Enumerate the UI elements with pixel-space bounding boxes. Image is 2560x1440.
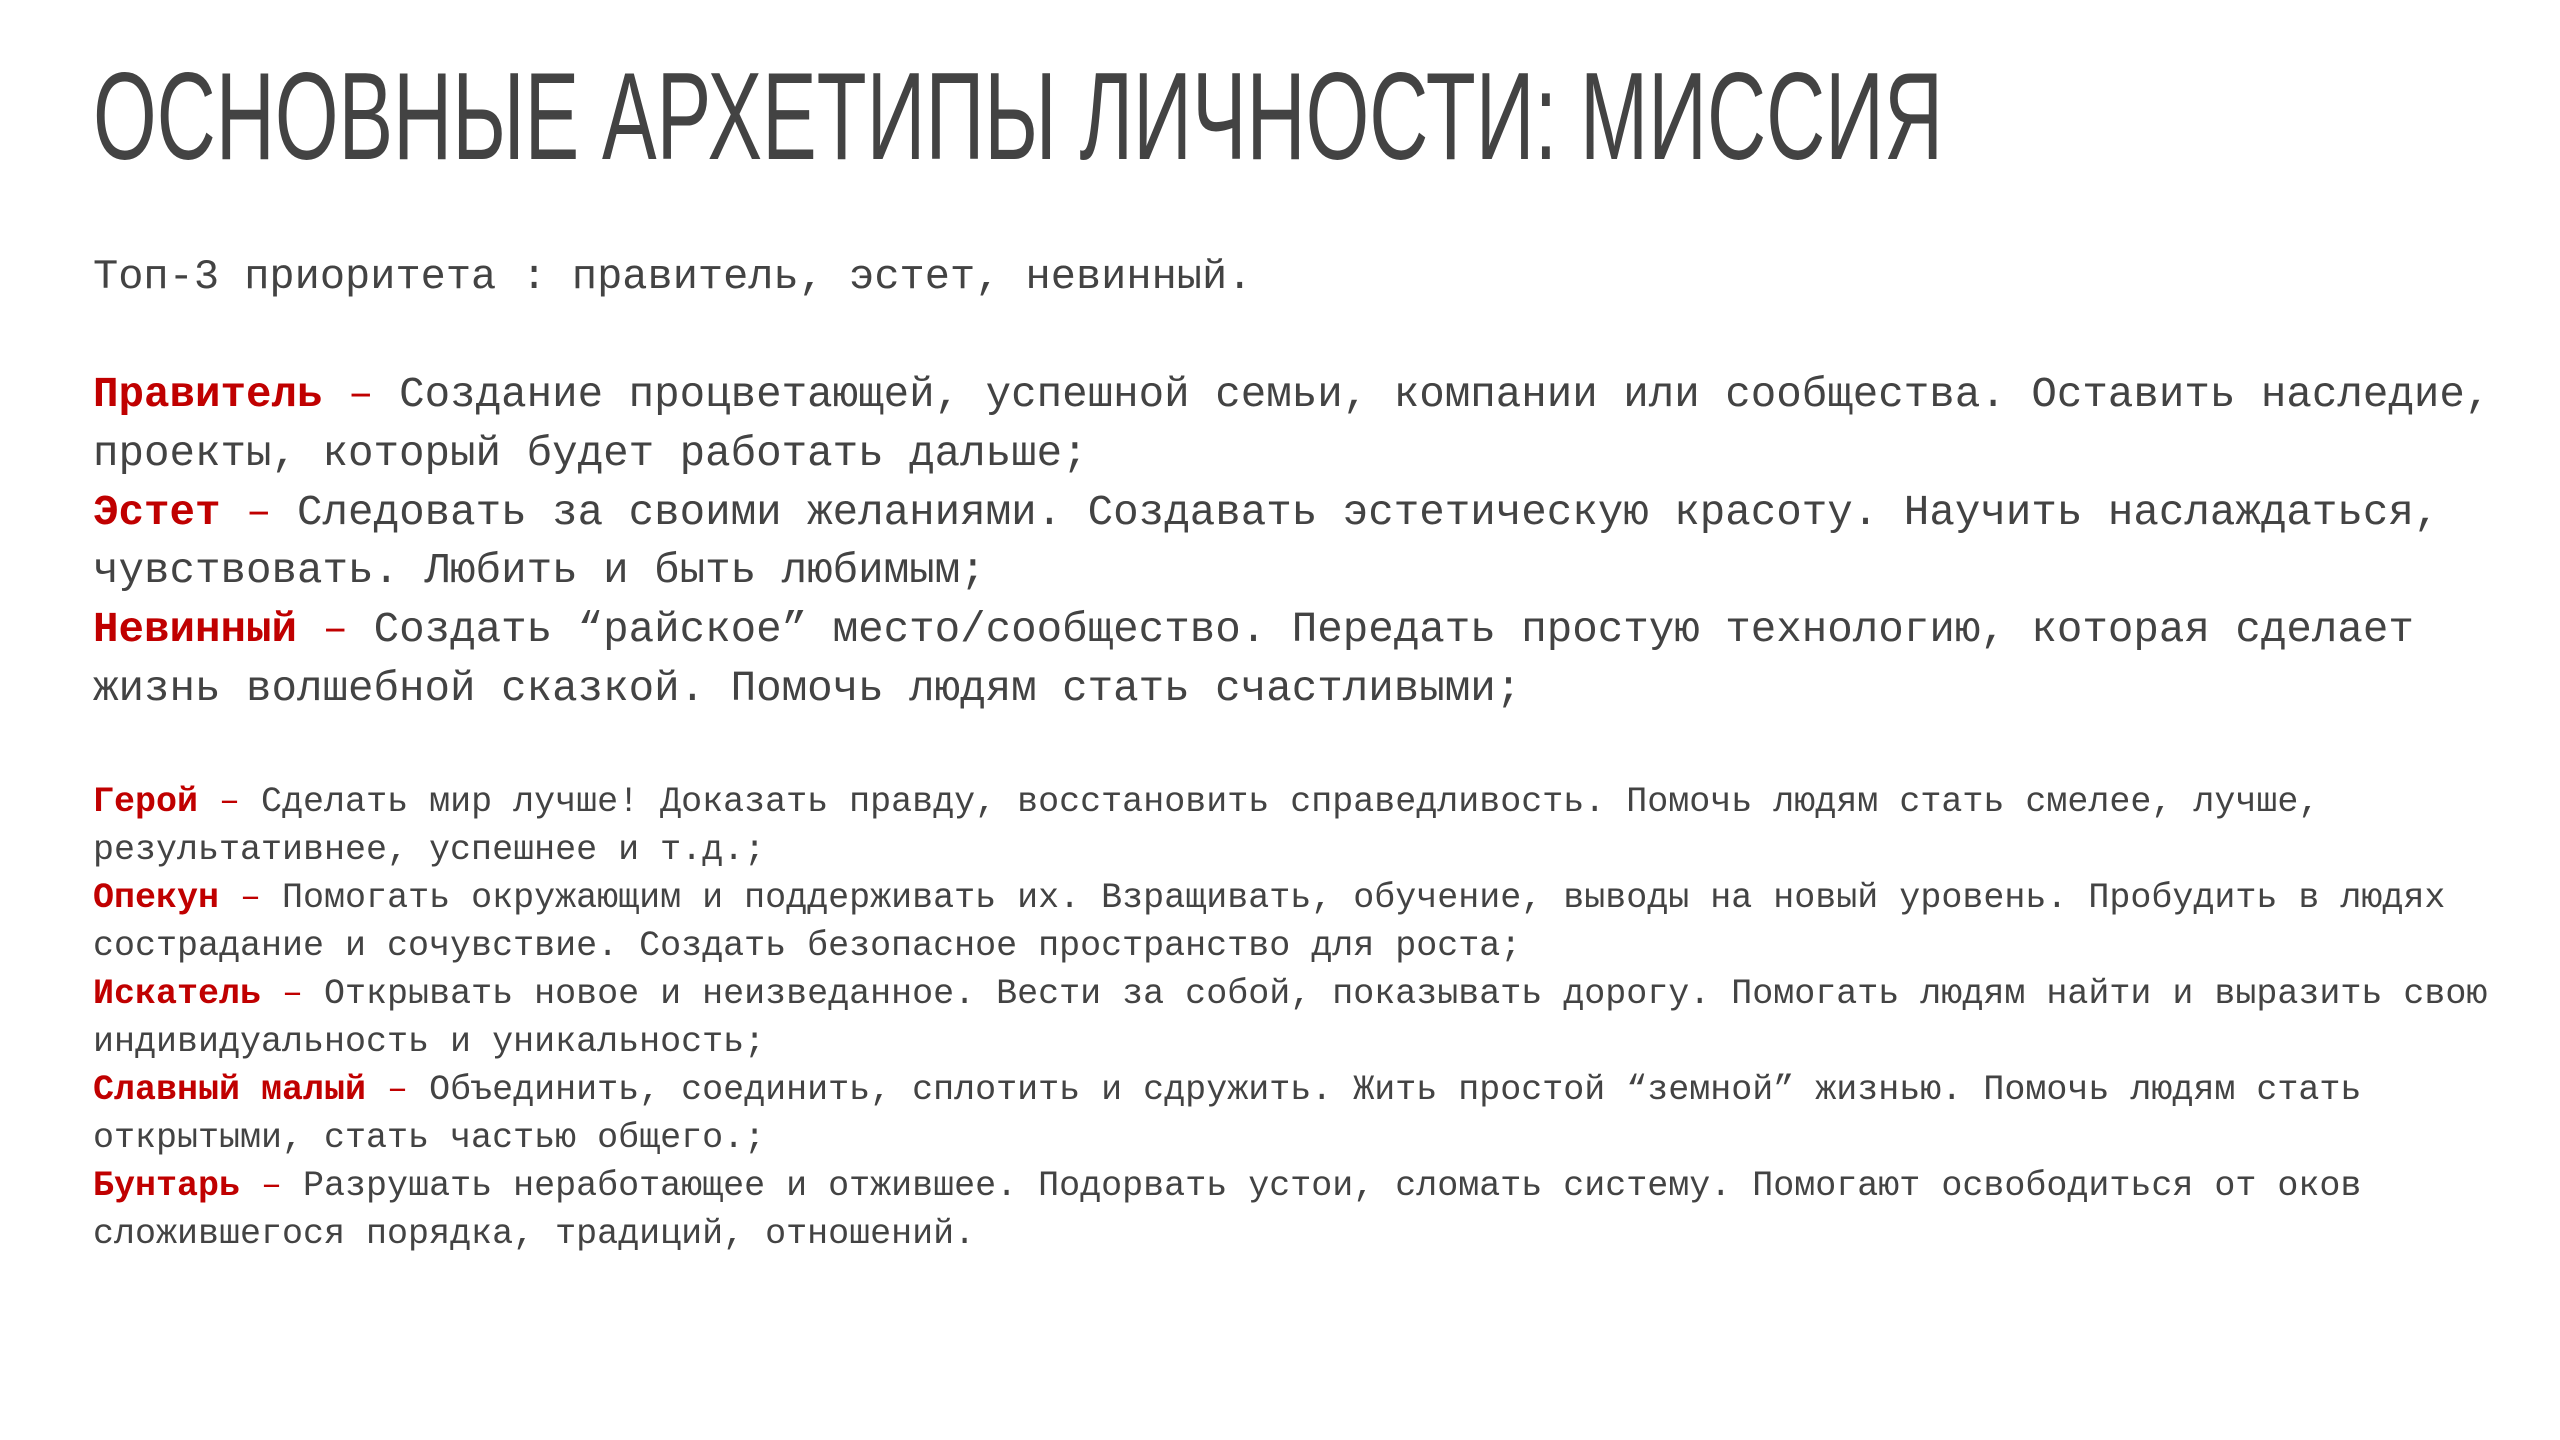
archetype-dash: – bbox=[322, 371, 400, 419]
archetype-name: Славный малый bbox=[93, 1070, 367, 1110]
slide-title: ОСНОВНЫЕ АРХЕТИПЫ ЛИЧНОСТИ: МИССИЯ bbox=[93, 48, 1944, 186]
top-priorities-summary: Топ-3 приоритета : правитель, эстет, невинный. bbox=[93, 253, 1253, 301]
archetype-dash: – bbox=[261, 974, 325, 1014]
archetype-item-hero bbox=[93, 778, 2513, 874]
archetype-description: Следовать за своими желаниями. Создавать эстетическую красоту. Научить наслаждаться, чувствовать. Любить и быть любимым; bbox=[93, 488, 2440, 596]
archetype-name: Невинный bbox=[93, 606, 298, 655]
archetype-description: Помогать окружающим и поддерживать их. Взращивать, обучение, выводы на новый уровень. Пробудить в людях сострадание и сочувствие. Создать безопасное пространство для роста; bbox=[93, 878, 2446, 966]
archetype-dash: – bbox=[240, 1166, 304, 1206]
archetype-name: Герой bbox=[93, 782, 199, 822]
top-priorities-list bbox=[93, 366, 2493, 719]
other-archetypes-list bbox=[93, 778, 2513, 1258]
archetype-name: Эстет bbox=[93, 488, 221, 537]
archetype-description: Открывать новое и неизведанное. Вести за собой, показывать дорогу. Помогать людям найти и выразить свою индивидуальность и уникальность; bbox=[93, 974, 2488, 1062]
archetype-name: Опекун bbox=[93, 878, 220, 918]
archetype-description: Создать “райское” место/сообщество. Передать простую технологию, которая сделает жизнь волшебной сказкой. Помочь людям стать счастливыми; bbox=[93, 606, 2414, 713]
archetype-dash: – bbox=[198, 782, 262, 822]
archetype-name: Бунтарь bbox=[93, 1166, 241, 1206]
archetype-dash: – bbox=[219, 878, 283, 918]
archetype-item-innocent bbox=[93, 601, 2493, 719]
archetype-item-aesthete bbox=[93, 484, 2493, 602]
archetype-item-explorer bbox=[93, 970, 2513, 1066]
archetype-item-rebel bbox=[93, 1162, 2513, 1258]
archetype-item-ruler bbox=[93, 366, 2493, 484]
archetype-dash: – bbox=[366, 1070, 430, 1110]
archetype-description: Сделать мир лучше! Доказать правду, восстановить справедливость. Помочь людям стать смелее, лучше, результативнее, успешнее и т.д.; bbox=[93, 782, 2320, 870]
archetype-description: Разрушать неработающее и отжившее. Подорвать устои, сломать систему. Помогают освободиться от оков сложившегося порядка, традиций, отношений. bbox=[93, 1166, 2362, 1254]
archetype-description: Создание процветающей, успешной семьи, компании или сообщества. Оставить наследие, проекты, который будет работать дальше; bbox=[93, 371, 2491, 478]
archetype-item-everyman bbox=[93, 1066, 2513, 1162]
archetype-description: Объединить, соединить, сплотить и сдружить. Жить простой “земной” жизнью. Помочь людям стать открытыми, стать частью общего.; bbox=[93, 1070, 2362, 1158]
archetype-dash: – bbox=[297, 606, 374, 655]
archetype-name: Искатель bbox=[93, 974, 262, 1014]
archetype-name: Правитель bbox=[93, 371, 323, 419]
archetype-item-caregiver bbox=[93, 874, 2513, 970]
archetype-dash: – bbox=[220, 488, 298, 537]
